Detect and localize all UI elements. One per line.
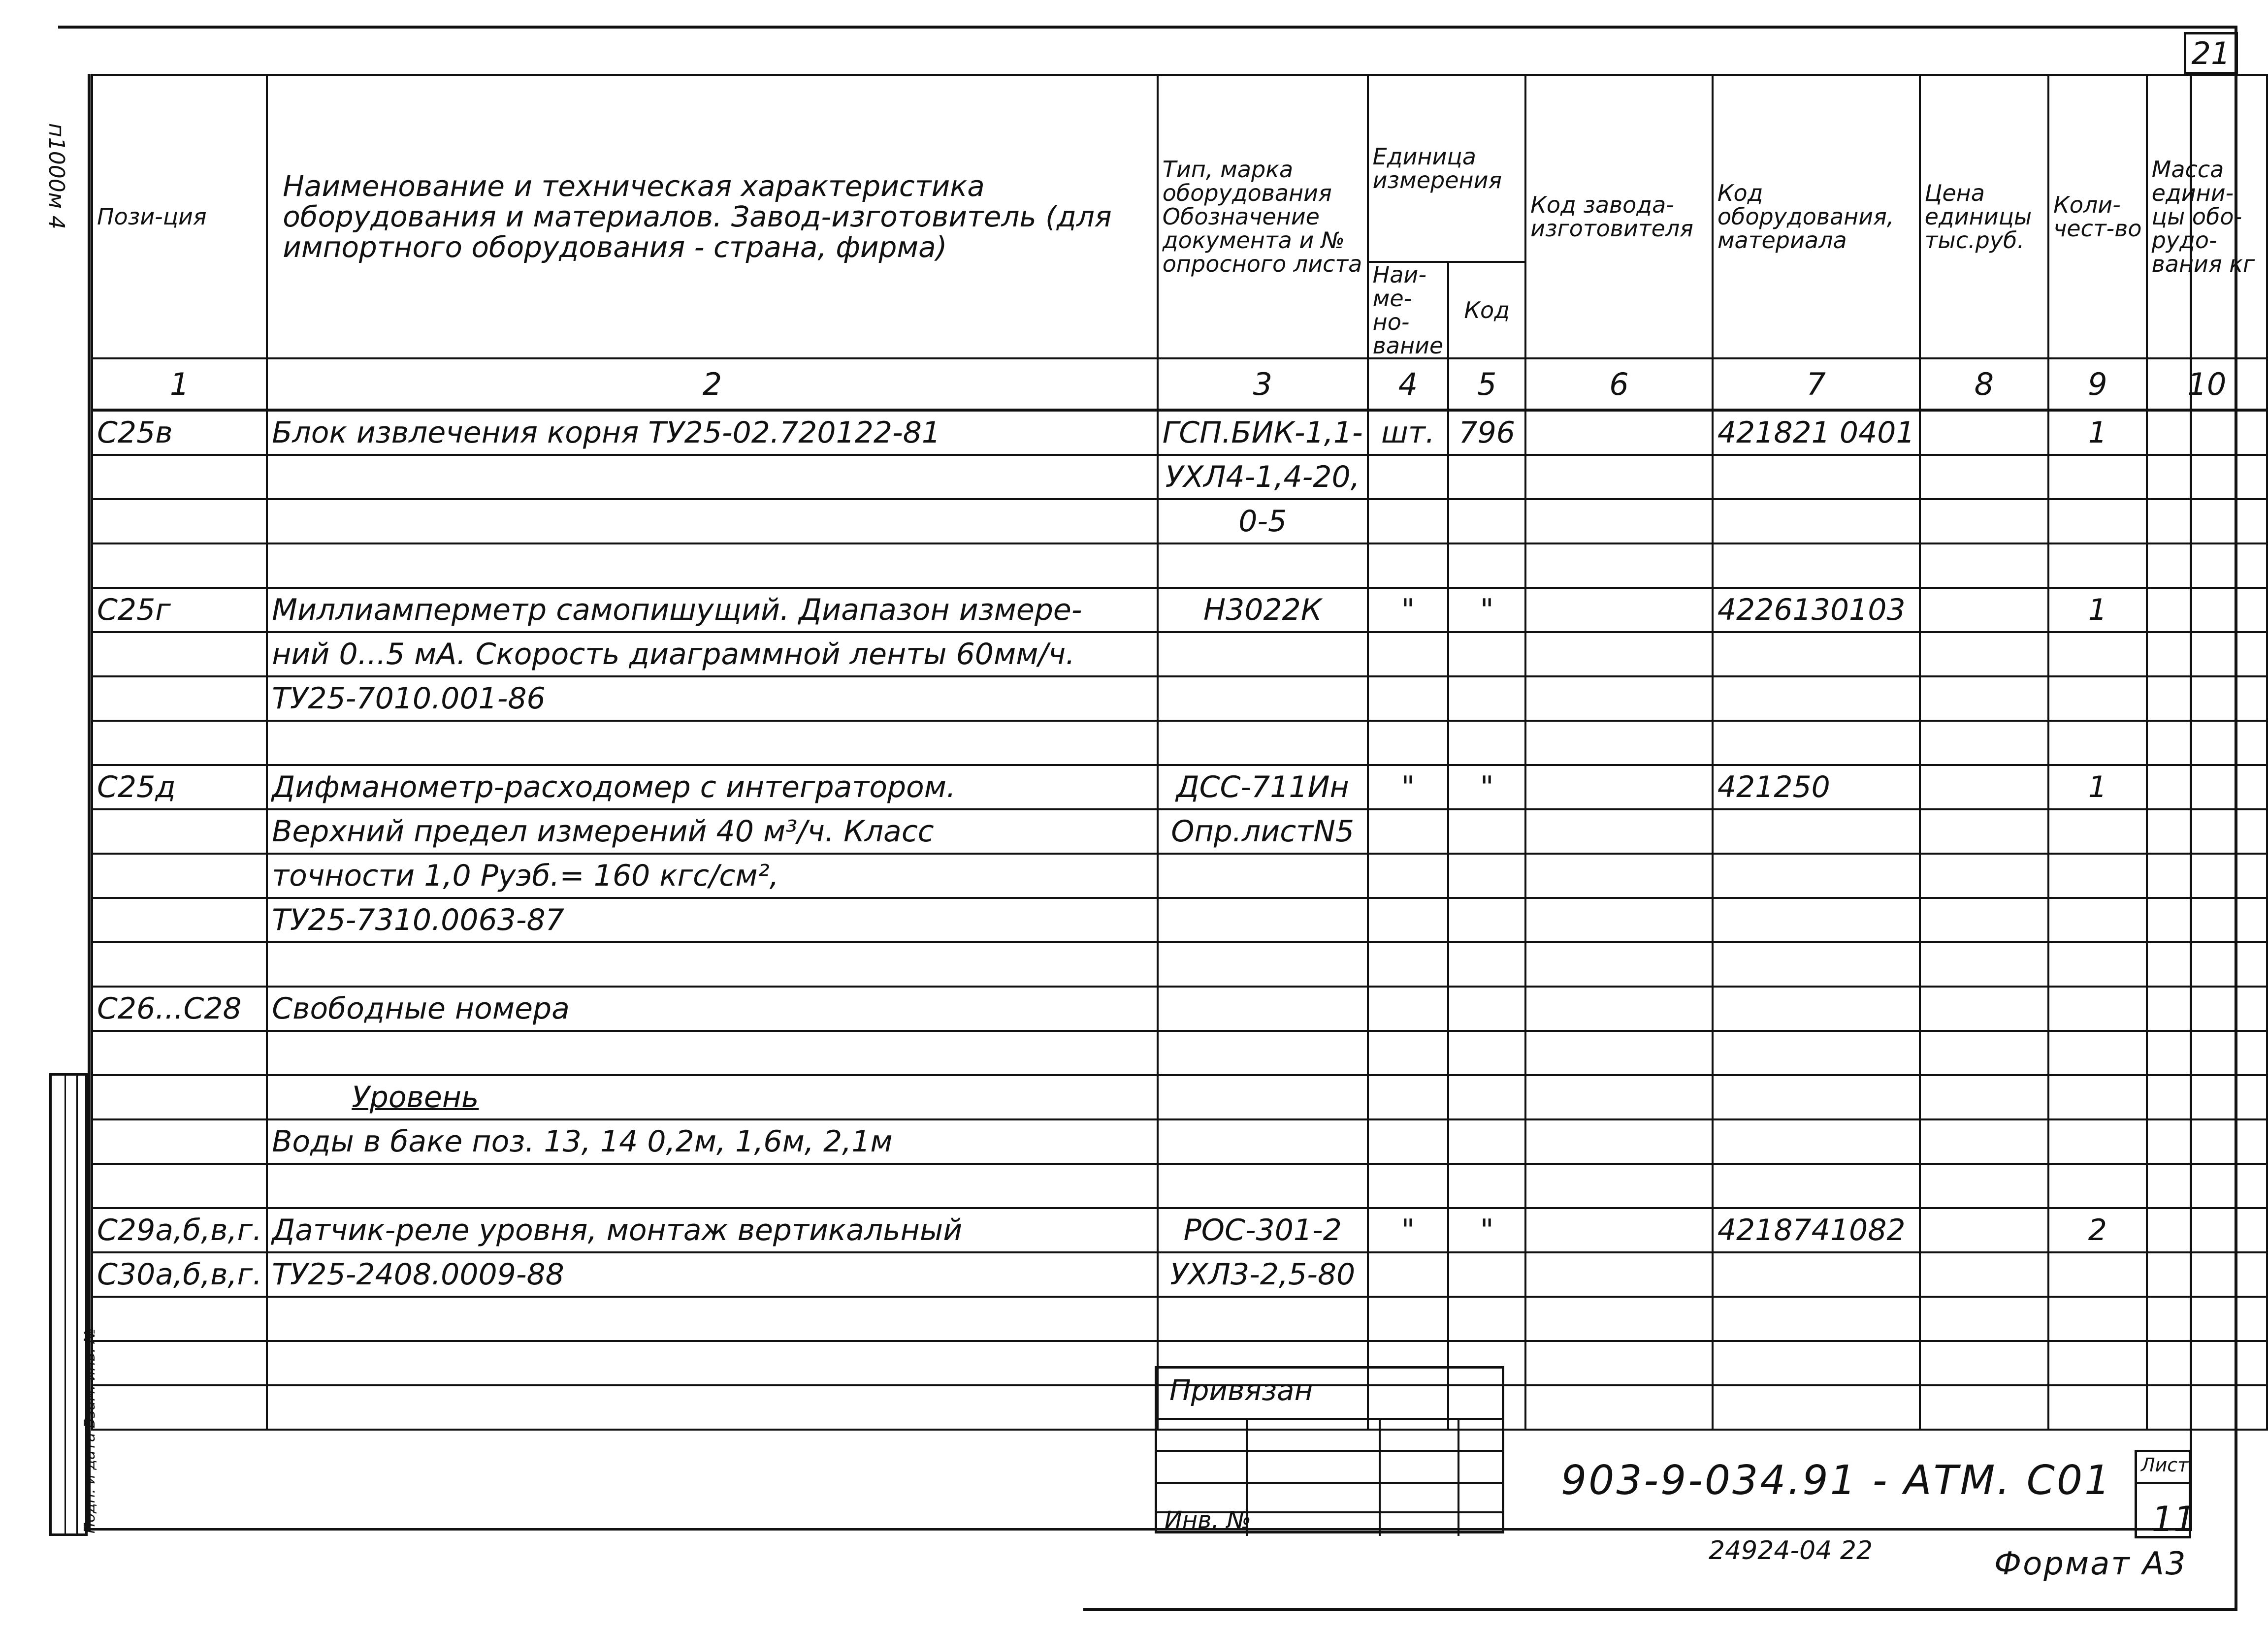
cell-mass [2147,410,2267,455]
cell-code [1448,455,1525,499]
table-header [92,75,2267,410]
cell-name [267,499,1158,543]
cell-pos [92,543,267,588]
table-row [92,1119,2267,1164]
cell-pos: C30а,б,в,г. [92,1252,267,1297]
cell-type: ДСС-711Ин [1158,765,1368,809]
cell-pos [92,1297,267,1341]
table-row [92,410,2267,455]
table-row [92,1075,2267,1119]
stamp-inventory-label: Инв. № [1165,1506,1252,1534]
cell-plant [1525,987,1713,1031]
cell-price [1920,1164,2048,1208]
cell-qty [2048,809,2147,854]
cell-qty [2048,1031,2147,1075]
cell-code [1448,721,1525,765]
cell-equip [1713,632,1920,676]
cell-unit: шт. [1368,410,1449,455]
stamp-col-divider [76,1076,78,1533]
cell-mass [2147,765,2267,809]
cell-unit [1368,632,1449,676]
cell-equip [1713,543,1920,588]
cell-mass [2147,1031,2267,1075]
header-unit-name: Наи-ме-но-вание [1368,262,1449,358]
cell-name [267,1164,1158,1208]
cell-type [1158,987,1368,1031]
cell-code [1448,1119,1525,1164]
table-row [92,676,2267,721]
attached-stamp [1155,1366,1504,1533]
cell-price [1920,721,2048,765]
cell-plant [1525,898,1713,942]
cell-name [267,1031,1158,1075]
cell-equip [1713,1297,1920,1341]
cell-price [1920,543,2048,588]
cell-price [1920,942,2048,987]
cell-price [1920,1208,2048,1252]
cell-plant [1525,543,1713,588]
frame-left [88,74,91,1531]
cell-type [1158,676,1368,721]
sheet-number: 11 [2152,1499,2196,1539]
cell-price [1920,1385,2048,1430]
cell-code [1448,543,1525,588]
sheet-box-divider [2137,1482,2189,1484]
cell-unit [1368,1164,1449,1208]
cell-type [1158,721,1368,765]
cell-price [1920,765,2048,809]
cell-equip [1713,898,1920,942]
cell-type [1158,1119,1368,1164]
cell-code: " [1448,588,1525,632]
cell-equip [1713,499,1920,543]
cell-name: Свободные номера [267,987,1158,1031]
cell-name: ний 0...5 мА. Скорость диаграммной ленты 60мм/ч. [267,632,1158,676]
cell-pos [92,632,267,676]
col-number: 10 [2147,358,2267,410]
cell-equip: 421250 [1713,765,1920,809]
cell-unit [1368,721,1449,765]
col-number: 7 [1713,358,1920,410]
cell-unit [1368,455,1449,499]
cell-plant [1525,1297,1713,1341]
cell-price [1920,410,2048,455]
cell-price [1920,898,2048,942]
col-number: 2 [267,358,1158,410]
cell-unit [1368,1297,1449,1341]
cell-qty [2048,854,2147,898]
specification-table [91,74,2268,1431]
cell-pos [92,898,267,942]
cell-qty [2048,1075,2147,1119]
cell-equip [1713,854,1920,898]
col-number: 5 [1448,358,1525,410]
cell-pos [92,1385,267,1430]
cell-plant [1525,1341,1713,1385]
cell-code [1448,898,1525,942]
cell-price [1920,1031,2048,1075]
header-price: Цена единицы тыс.руб. [1920,75,2048,358]
cell-plant [1525,1031,1713,1075]
header-position: Пози-ция [92,75,267,358]
table-row [92,987,2267,1031]
cell-qty: 2 [2048,1208,2147,1252]
cell-plant [1525,1208,1713,1252]
cell-type: Н3022К [1158,588,1368,632]
top-sheet-number: 21 [2184,32,2238,74]
cell-price [1920,809,2048,854]
cell-plant [1525,632,1713,676]
cell-name: Уровень [267,1075,1158,1119]
cell-qty [2048,1297,2147,1341]
frame-inner-bottom [88,1528,2190,1531]
cell-qty [2048,632,2147,676]
stamp-line [1157,1418,1502,1420]
cell-mass [2147,676,2267,721]
cell-mass [2147,1075,2267,1119]
cell-unit [1368,987,1449,1031]
column-number-row [92,358,2267,410]
col-number: 9 [2048,358,2147,410]
cell-code: " [1448,1208,1525,1252]
table-row [92,809,2267,854]
cell-plant [1525,455,1713,499]
cell-code [1448,987,1525,1031]
cell-qty [2048,1252,2147,1297]
cell-qty [2048,987,2147,1031]
cell-pos [92,854,267,898]
cell-pos [92,676,267,721]
cell-qty [2048,1385,2147,1430]
cell-name [267,942,1158,987]
cell-type [1158,1164,1368,1208]
cell-type [1158,942,1368,987]
cell-mass [2147,632,2267,676]
cell-type: УХЛ3-2,5-80 [1158,1252,1368,1297]
cell-type: 0-5 [1158,499,1368,543]
table-row [92,898,2267,942]
cell-type [1158,543,1368,588]
cell-qty [2048,942,2147,987]
cell-unit [1368,1075,1449,1119]
cell-mass [2147,543,2267,588]
cell-qty [2048,1119,2147,1164]
cell-name [267,721,1158,765]
cell-mass [2147,455,2267,499]
cell-qty: 1 [2048,410,2147,455]
cell-plant [1525,1075,1713,1119]
cell-mass [2147,987,2267,1031]
cell-equip [1713,1164,1920,1208]
table-row [92,588,2267,632]
cell-equip [1713,1385,1920,1430]
cell-qty [2048,543,2147,588]
table-row [92,721,2267,765]
table-row [92,1252,2267,1297]
cell-pos [92,942,267,987]
cell-type [1158,1075,1368,1119]
cell-pos: C25в [92,410,267,455]
cell-plant [1525,942,1713,987]
header-unit-group: Единица измерения [1368,75,1526,262]
cell-name [267,455,1158,499]
cell-unit: " [1368,765,1449,809]
cell-pos: C26...C28 [92,987,267,1031]
cell-mass [2147,1164,2267,1208]
table-row [92,543,2267,588]
cell-name [267,1297,1158,1341]
cell-qty [2048,721,2147,765]
cell-unit [1368,499,1449,543]
cell-code [1448,499,1525,543]
cell-code [1448,854,1525,898]
table-row [92,1164,2267,1208]
cell-price [1920,1119,2048,1164]
cell-code: " [1448,765,1525,809]
table-row [92,1031,2267,1075]
cell-mass [2147,1341,2267,1385]
cell-pos [92,499,267,543]
cell-equip: 421821 0401 [1713,410,1920,455]
cell-name: Верхний предел измерений 40 м³/ч. Класс [267,809,1158,854]
cell-type [1158,898,1368,942]
cell-pos: C29а,б,в,г. [92,1208,267,1252]
cell-equip [1713,1075,1920,1119]
cell-pos [92,1119,267,1164]
cell-mass [2147,721,2267,765]
cell-name: точности 1,0 Руэб.= 160 кгс/см², [267,854,1158,898]
cell-code [1448,809,1525,854]
col-number: 6 [1525,358,1713,410]
cell-mass [2147,1119,2267,1164]
cell-plant [1525,588,1713,632]
cell-price [1920,1297,2048,1341]
cell-name: ТУ25-7310.0063-87 [267,898,1158,942]
cell-price [1920,1075,2048,1119]
table-row [92,499,2267,543]
header-unit-code: Код [1448,262,1525,358]
cell-pos [92,1075,267,1119]
cell-plant [1525,809,1713,854]
cell-name: Дифманометр-расходомер с интегратором. [267,765,1158,809]
cell-qty [2048,676,2147,721]
stamp-col-divider [65,1076,66,1533]
cell-pos [92,809,267,854]
table-row [92,942,2267,987]
cell-mass [2147,1252,2267,1297]
cell-mass [2147,588,2267,632]
cell-plant [1525,854,1713,898]
cell-pos [92,1164,267,1208]
cell-code [1448,1252,1525,1297]
cell-name: Блок извлечения корня ТУ25-02.720122-81 [267,410,1158,455]
cell-qty [2048,1341,2147,1385]
cell-code [1448,1031,1525,1075]
cell-equip [1713,809,1920,854]
cell-unit [1368,543,1449,588]
stamp-title: Привязан [1169,1373,1313,1407]
cell-price [1920,987,2048,1031]
cell-code [1448,942,1525,987]
cell-price [1920,676,2048,721]
cell-plant [1525,1252,1713,1297]
table-row [92,632,2267,676]
cell-equip [1713,1031,1920,1075]
cell-plant [1525,1119,1713,1164]
cell-mass [2147,1297,2267,1341]
cell-unit [1368,854,1449,898]
cell-type: УХЛ4-1,4-20, [1158,455,1368,499]
cell-name: ТУ25-2408.0009-88 [267,1252,1158,1297]
archive-number: 24924-04 22 [1709,1536,1873,1565]
header-mass: Масса едини-цы обо-рудо-вания кг [2147,75,2267,358]
cell-pos [92,721,267,765]
cell-name: Воды в баке поз. 13, 14 0,2м, 1,6м, 2,1м [267,1119,1158,1164]
cell-mass [2147,499,2267,543]
cell-unit: " [1368,588,1449,632]
cell-equip [1713,721,1920,765]
cell-price [1920,588,2048,632]
cell-qty: 1 [2048,765,2147,809]
left-stamp-strip [49,1073,98,1536]
cell-equip [1713,676,1920,721]
cell-qty [2048,898,2147,942]
col-number: 4 [1368,358,1449,410]
frame-top [58,26,2235,29]
cell-unit [1368,1031,1449,1075]
cell-mass [2147,898,2267,942]
cell-type [1158,632,1368,676]
cell-equip [1713,1119,1920,1164]
cell-unit [1368,1119,1449,1164]
cell-name: Датчик-реле уровня, монтаж вертикальный [267,1208,1158,1252]
cell-price [1920,1341,2048,1385]
cell-mass [2147,1208,2267,1252]
cell-mass [2147,809,2267,854]
header-equipment-code: Код оборудования, материала [1713,75,1920,358]
cell-unit [1368,676,1449,721]
document-code: 903-9-034.91 - АТМ. С01 [1561,1457,2112,1504]
cell-qty [2048,455,2147,499]
cell-plant [1525,499,1713,543]
cell-type [1158,1297,1368,1341]
cell-equip: 4218741082 [1713,1208,1920,1252]
table-body [92,410,2267,1430]
cell-price [1920,854,2048,898]
cell-type: Опр.листN5 [1158,809,1368,854]
cell-unit [1368,898,1449,942]
cell-plant [1525,1385,1713,1430]
table-row [92,854,2267,898]
stamp-line [1458,1418,1459,1536]
col-number: 8 [1920,358,2048,410]
header-name: Наименование и техническая характеристика оборудования и материалов. Завод-изготовитель (для импортного оборудования - страна, фирма) [267,75,1158,358]
cell-mass [2147,942,2267,987]
header-plant-code: Код завода-изготовителя [1525,75,1713,358]
cell-equip [1713,987,1920,1031]
cell-plant [1525,721,1713,765]
cell-pos: C25г [92,588,267,632]
cell-mass [2147,1385,2267,1430]
cell-equip: 4226130103 [1713,588,1920,632]
cell-plant [1525,410,1713,455]
cell-type [1158,854,1368,898]
col-number: 1 [92,358,267,410]
table-row [92,765,2267,809]
cell-plant [1525,765,1713,809]
cell-name [267,1341,1158,1385]
cell-mass [2147,854,2267,898]
cell-name: ТУ25-7010.001-86 [267,676,1158,721]
cell-equip [1713,942,1920,987]
cell-price [1920,499,2048,543]
cell-pos [92,1341,267,1385]
table-row [92,455,2267,499]
stamp-line [1157,1450,1502,1452]
cell-unit: " [1368,1208,1449,1252]
table-row [92,1297,2267,1341]
sheet-label: Лист [2141,1454,2189,1476]
cell-equip [1713,1341,1920,1385]
frame-bottom [1083,1608,2237,1611]
cell-pos [92,455,267,499]
cell-price [1920,1252,2048,1297]
cell-name [267,1385,1158,1430]
cell-code [1448,632,1525,676]
side-label: п1000м 4 [44,123,69,229]
cell-code [1448,676,1525,721]
cell-code: 796 [1448,410,1525,455]
stamp-line [1157,1482,1502,1484]
cell-type [1158,1031,1368,1075]
cell-code [1448,1164,1525,1208]
cell-code [1448,1297,1525,1341]
cell-price [1920,455,2048,499]
cell-type: ГСП.БИК-1,1- [1158,410,1368,455]
table-row [92,1208,2267,1252]
cell-code [1448,1075,1525,1119]
left-stamp-text: Подп. и дата Взам. инв. № [81,1328,98,1533]
cell-qty [2048,1164,2147,1208]
header-quantity: Коли-чест-во [2048,75,2147,358]
cell-equip [1713,455,1920,499]
cell-unit [1368,942,1449,987]
col-number: 3 [1158,358,1368,410]
cell-pos: C25д [92,765,267,809]
format-label: Формат А3 [1994,1546,2187,1582]
cell-plant [1525,1164,1713,1208]
sheet-box [2135,1450,2196,1539]
cell-unit [1368,809,1449,854]
cell-name [267,543,1158,588]
cell-price [1920,632,2048,676]
header-type: Тип, марка оборудования Обозначение документа и № опросного листа [1158,75,1368,358]
cell-pos [92,1031,267,1075]
stamp-line [1379,1418,1381,1536]
cell-equip [1713,1252,1920,1297]
cell-plant [1525,676,1713,721]
cell-unit [1368,1252,1449,1297]
cell-name: Миллиамперметр самопишущий. Диапазон измере- [267,588,1158,632]
cell-qty: 1 [2048,588,2147,632]
cell-type: РОС-301-2 [1158,1208,1368,1252]
cell-qty [2048,499,2147,543]
